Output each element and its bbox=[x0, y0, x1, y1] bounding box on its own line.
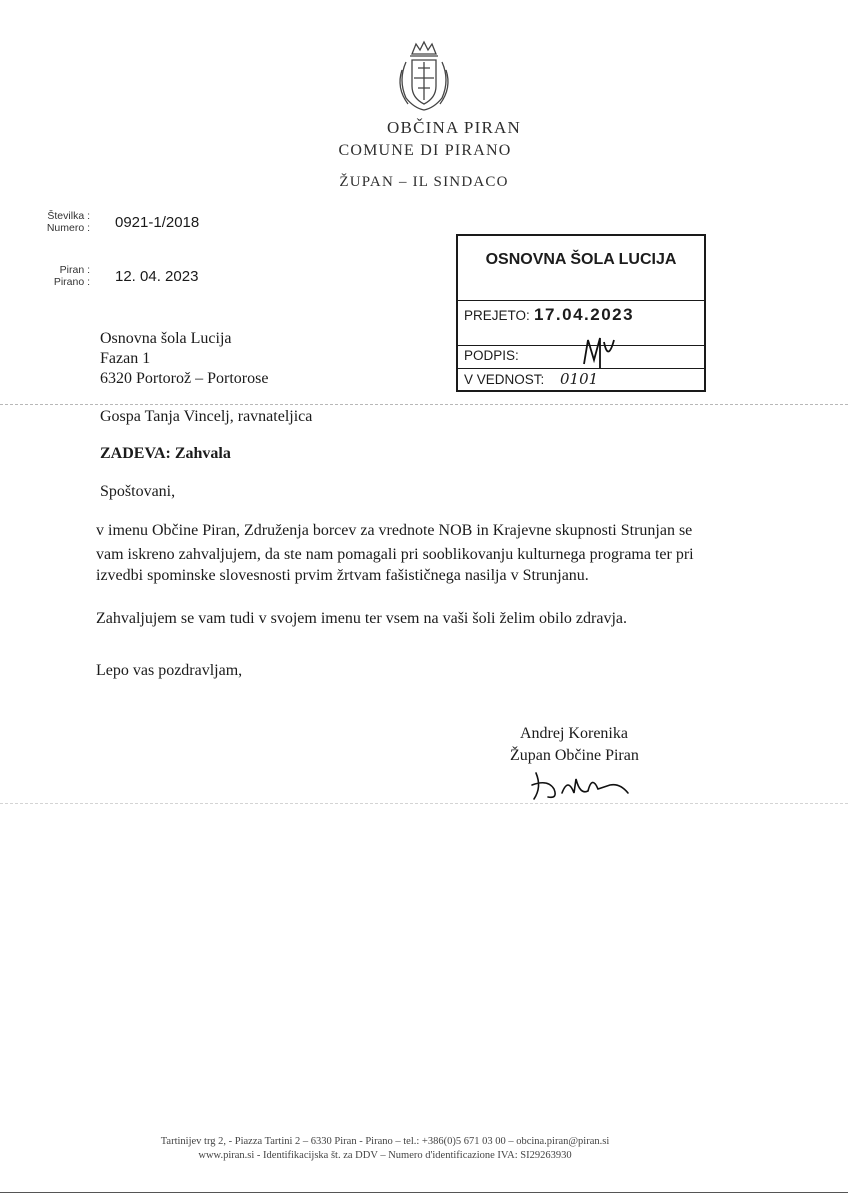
recipient-line-3: 6320 Portorož – Portorose bbox=[100, 370, 269, 387]
recipient-line-1: Osnovna šola Lucija bbox=[100, 330, 232, 347]
scan-fold-line bbox=[0, 803, 848, 804]
number-label-it: Numero : bbox=[46, 222, 90, 234]
handwritten-signature bbox=[528, 765, 638, 805]
letter-paragraph-1-line-1: v imenu Občine Piran, Združenja borcev za vrednote NOB in Krajevne skupnosti Strunjan se bbox=[96, 522, 693, 539]
stamp-received-date: 17.04.2023 bbox=[534, 305, 635, 324]
letter-salutation: Spoštovani, bbox=[100, 483, 176, 500]
letter-paragraph-1-line-2: vam iskreno zahvaljujem, da ste nam pomagali pri sooblikovanju kulturnega programa ter pri bbox=[96, 546, 694, 563]
stamp-signature-label: PODPIS: bbox=[464, 348, 519, 363]
footer-tax-line: www.piran.si - Identifikacijska št. za DDV – Numero d'identificazione IVA: SI29263930 bbox=[198, 1150, 572, 1161]
letter-closing: Lepo vas pozdravljam, bbox=[96, 662, 243, 679]
stamp-divider bbox=[458, 368, 704, 369]
stamp-title: OSNOVNA ŠOLA LUCIJA bbox=[485, 251, 677, 268]
number-label-sl: Številka : bbox=[47, 210, 90, 222]
place-label-it: Pirano : bbox=[53, 276, 90, 288]
scan-fold-line bbox=[0, 404, 848, 405]
stamp-value-handwritten: 0101 bbox=[560, 370, 599, 388]
letter-paragraph-1-line-3: izvedbi spominske slovesnosti prvim žrtvam fašističnega nasilja v Strunjanu. bbox=[96, 567, 589, 584]
municipality-name-it: COMUNE DI PIRANO bbox=[338, 142, 512, 159]
letter-subject: ZADEVA: Zahvala bbox=[100, 445, 231, 462]
signer-title: Župan Občine Piran bbox=[510, 747, 639, 764]
stamp-value-label: V VEDNOST: bbox=[464, 372, 545, 387]
letter-paragraph-2: Zahvaljujem se vam tudi v svojem imenu ter vsem na vaši šoli želim obilo zdravja. bbox=[96, 610, 627, 627]
recipient-line-2: Fazan 1 bbox=[100, 350, 151, 367]
coat-of-arms-icon bbox=[392, 40, 456, 116]
office-title: ŽUPAN – IL SINDACO bbox=[339, 174, 509, 190]
received-stamp bbox=[456, 234, 706, 392]
municipality-name-sl: OBČINA PIRAN bbox=[387, 118, 521, 137]
place-label-sl: Piran : bbox=[59, 264, 90, 276]
stamp-divider bbox=[458, 300, 704, 301]
letter-date: 12. 04. 2023 bbox=[115, 268, 199, 285]
page-bottom-edge bbox=[0, 1192, 848, 1193]
stamp-received-label: PREJETO: bbox=[464, 308, 530, 323]
reference-number: 0921-1/2018 bbox=[115, 214, 200, 231]
stamp-initials-signature bbox=[578, 332, 628, 372]
footer-address-line: Tartinijev trg 2, - Piazza Tartini 2 – 6330 Piran - Pirano – tel.: +386(0)5 671 03 00 – obcina.piran@piran.si bbox=[160, 1136, 610, 1147]
signer-name: Andrej Korenika bbox=[520, 725, 628, 742]
recipient-attention: Gospa Tanja Vincelj, ravnateljica bbox=[100, 408, 313, 425]
